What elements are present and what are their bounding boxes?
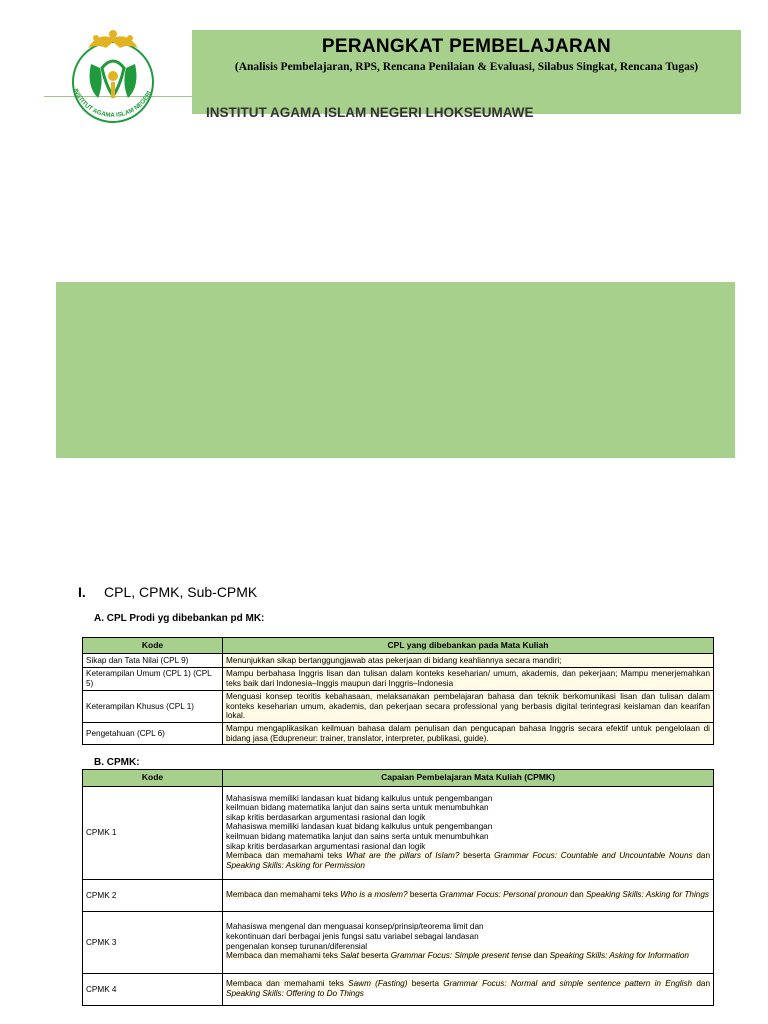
page-subtitle: (Analisis Pembelajaran, RPS, Rencana Penilaian & Evaluasi, Silabus Singkat, Rencana Tugas) (234, 61, 699, 73)
table-row (83, 654, 714, 668)
cpl-description: Menguasi konsep teoritis kebahasaan, melaksanakan pembelajaran bahasa dan teknik berkomunikasi lisan dan tulisan dalam konteks keseharian umum, akademis, dan pekerjaan secara professional yang berbasis digital terintegrasi keislaman dan kearifan lokal. (223, 691, 714, 723)
cover-band (56, 282, 735, 458)
table-row (83, 723, 714, 745)
subheading-cpmk: B. CPMK: (94, 757, 140, 768)
cpmk-line: keilmuan bidang matematika lanjut dan sains serta untuk menumbuhkan (226, 832, 489, 841)
cpmk-text-italic: Salat (340, 951, 359, 961)
cpmk-text: beserta (459, 851, 495, 861)
cpmk-text-italic: Speaking Skills: Offering to Do Things (226, 988, 364, 998)
cpmk-text: dan (692, 978, 711, 988)
table-header-row (83, 770, 714, 787)
cpl-description: Mampu berbahasa Inggris lisan dan tulisan dalam konteks keseharian/ umum, akademis, dan pekerjaan; Mampu menerjemahkan teks baik dari Indonesia–Inggis maupun dari Inggris–Indonesia (223, 668, 714, 691)
cpl-code: Sikap dan Tata Nilai (CPL 9) (83, 654, 223, 668)
iain-logo (58, 24, 168, 134)
cpmk-text: dan (567, 889, 586, 899)
table-row (83, 691, 714, 723)
cpmk-text-italic: Sawm (Fasting) (348, 978, 408, 988)
cpmk-text: Membaca dan memahami teks (226, 851, 347, 861)
cpmk-description (223, 912, 714, 974)
column-header: CPL yang dibebankan pada Mata Kuliah (223, 638, 714, 654)
cpmk-text: beserta (358, 951, 391, 961)
table-row (83, 912, 714, 974)
cpl-code: Keterampilan Khusus (CPL 1) (83, 691, 223, 723)
section-title: CPL, CPMK, Sub-CPMK (104, 584, 258, 600)
cpmk-text: Membaca dan memahami teks (226, 889, 341, 899)
cpmk-line: kekontinuan dari berbagai jenis fungsi satu variabel sebagai landasan (226, 931, 479, 941)
cpmk-text: dan (531, 951, 550, 961)
cpmk-text-italic: Speaking Skills: Asking for Things (585, 889, 709, 899)
table-row (83, 787, 714, 880)
column-header: Kode (83, 770, 223, 787)
cpmk-line: Mahasiswa memiliki landasan kuat bidang kalkulus untuk pengembangan (226, 822, 493, 832)
table-row (83, 880, 714, 912)
subheading-cpl: A. CPL Prodi yg dibebankan pd MK: (94, 613, 265, 624)
cpmk-line: sikap kritis berdasarkan argumentasi rasional dan logik (226, 841, 426, 851)
section-number: I. (78, 584, 86, 600)
cpmk-line: sikap kritis berdasarkan argumentasi rasional dan logik (226, 812, 426, 822)
cpl-description: Menunjukkan sikap bertanggungjawab atas pekerjaan di bidang keahliannya secara mandiri; (223, 654, 714, 668)
cpmk-text-italic: Who is a moslem? (340, 889, 408, 899)
cpmk-text: beserta (407, 978, 444, 988)
cpmk-text: Membaca dan memahami teks (226, 951, 341, 961)
cpl-code: Pengetahuan (CPL 6) (83, 723, 223, 745)
page-title: PERANGKAT PEMBELAJARAN (321, 36, 612, 57)
institution-name: INSTITUT AGAMA ISLAM NEGERI LHOKSEUMAWE (206, 105, 534, 120)
cpmk-text: dan (692, 851, 711, 861)
cpmk-description (223, 787, 714, 880)
table-header-row (83, 638, 714, 654)
cpl-code: Keterampilan Umum (CPL 1) (CPL 5) (83, 668, 223, 691)
cpmk-text: beserta (407, 889, 440, 899)
cpmk-text-italic: Grammar Focus: Normal and simple sentence pattern in English (443, 978, 693, 988)
cpmk-description (223, 974, 714, 1006)
column-header: Kode (83, 638, 223, 654)
cpmk-text-italic: Grammar Focus: Personal pronoun (439, 889, 568, 899)
cpmk-line: Mahasiswa mengenal dan menguasai konsep/prinsip/teorema limit dan (226, 922, 484, 932)
cpmk-text: Membaca dan memahami teks (226, 978, 349, 988)
cpmk-text-italic: Grammar Focus: Countable and Uncountable Nouns (494, 851, 693, 861)
table-row (83, 668, 714, 691)
table-row (83, 974, 714, 1006)
cpmk-text-italic: Speaking Skills: Asking for Information (549, 951, 689, 961)
cpmk-table (82, 769, 714, 1006)
cpmk-code: CPMK 2 (83, 880, 223, 912)
cpmk-text-italic: Grammar Focus: Simple present tense (390, 951, 532, 961)
cpmk-text-italic: Speaking Skills: Asking for Permission (226, 860, 365, 870)
cpmk-code: CPMK 3 (83, 912, 223, 974)
cpmk-line: pengenalan konsep turunan/diferensial (226, 941, 368, 951)
cpmk-text-italic: What are the pillars of Islam? (346, 851, 460, 861)
cpmk-code: CPMK 4 (83, 974, 223, 1006)
cpl-description: Mampu mengaplikasikan keilmuan bahasa dalam penulisan dan pengucapan bahasa Inggris secara efektif untuk pengelolaan di bidang jasa (Edupreneur: trainer, translator, interpreter, publikasi, guide). (223, 723, 714, 745)
svg-text:INSTITUT AGAMA ISLAM NEGERI: INSTITUT AGAMA ISLAM NEGERI (71, 87, 154, 119)
cpl-table (82, 637, 714, 745)
cpmk-line: keilmuan bidang matematika lanjut dan sains serta untuk menumbuhkan (226, 803, 489, 813)
cpmk-line: Mahasiswa memiliki landasan kuat bidang kalkulus untuk pengembangan (226, 793, 493, 803)
column-header: Capaian Pembelajaran Mata Kuliah (CPMK) (223, 770, 714, 787)
cpmk-description (223, 880, 714, 912)
section-heading (78, 584, 257, 600)
cpmk-code: CPMK 1 (83, 787, 223, 880)
